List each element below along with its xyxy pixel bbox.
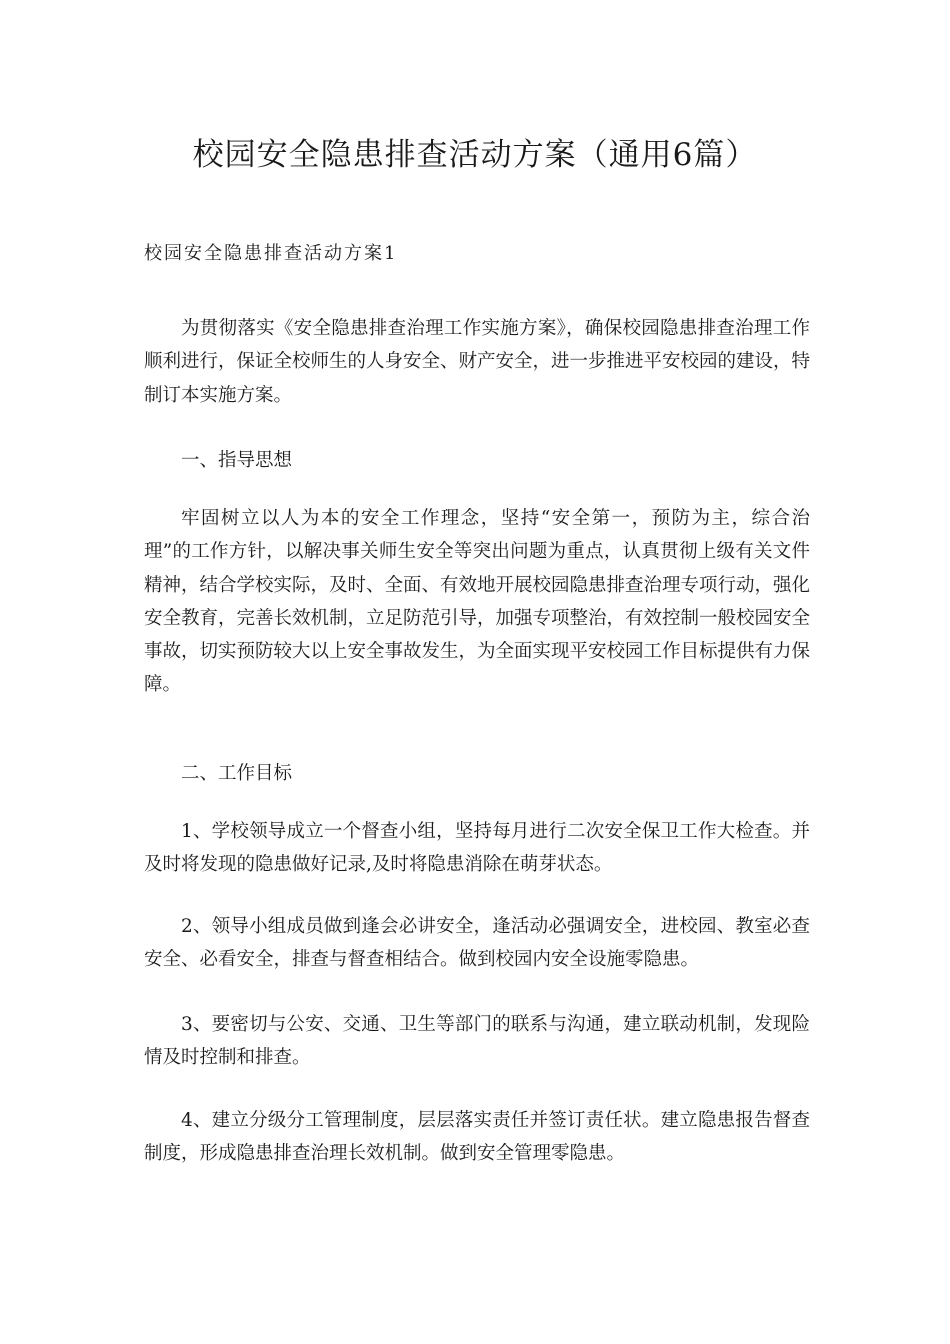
goal-item-2: 2、领导小组成员做到逢会必讲安全，逢活动必强调安全，进校园、教室必查安全、必看安全，排查与督查相结合。做到校园内安全设施零隐患。 [144, 916, 810, 971]
goal-item-4: 4、建立分级分工管理制度，层层落实责任并签订责任状。建立隐患报告督查制度，形成隐患排查治理长效机制。做到安全管理零隐患。 [144, 1110, 810, 1165]
intro-paragraph: 为贯彻落实《安全隐患排查治理工作实施方案》，确保校园隐患排查治理工作顺利进行，保证全校师生的人身安全、财产安全，进一步推进平安校园的建设，特制订本实施方案。 [144, 318, 811, 406]
goal-item-3: 3、要密切与公安、交通、卫生等部门的联系与沟通，建立联动机制，发现险情及时控制和排查。 [144, 1014, 810, 1069]
document-title: 校园安全隐患排查活动方案（通用6篇） [192, 137, 758, 173]
section-title: 校园安全隐患排查活动方案1 [144, 243, 398, 264]
guiding-thought-paragraph: 牢固树立以人为本的安全工作理念，坚持“安全第一，预防为主，综合治理”的工作方针，以解决事关师生安全等突出问题为重点，认真贯彻上级有关文件精神，结合学校实际，及时、全面、有效地开展校园隐患排查治理专项行动，强化安全教育，完善长效机制，立足防范引导，加强专项整治，有效控制一般校园安全事故，切实预防较大以上安全事故发生，为全面实现平安校园工作目标提供有力保障。 [144, 508, 811, 696]
goal-item-1: 1、学校领导成立一个督查小组，坚持每月进行二次安全保卫工作大检查。并及时将发现的隐患做好记录,及时将隐患消除在萌芽状态。 [144, 821, 810, 876]
heading-guiding-thought: 一、指导思想 [181, 450, 293, 471]
heading-work-goals: 二、工作目标 [181, 763, 293, 784]
